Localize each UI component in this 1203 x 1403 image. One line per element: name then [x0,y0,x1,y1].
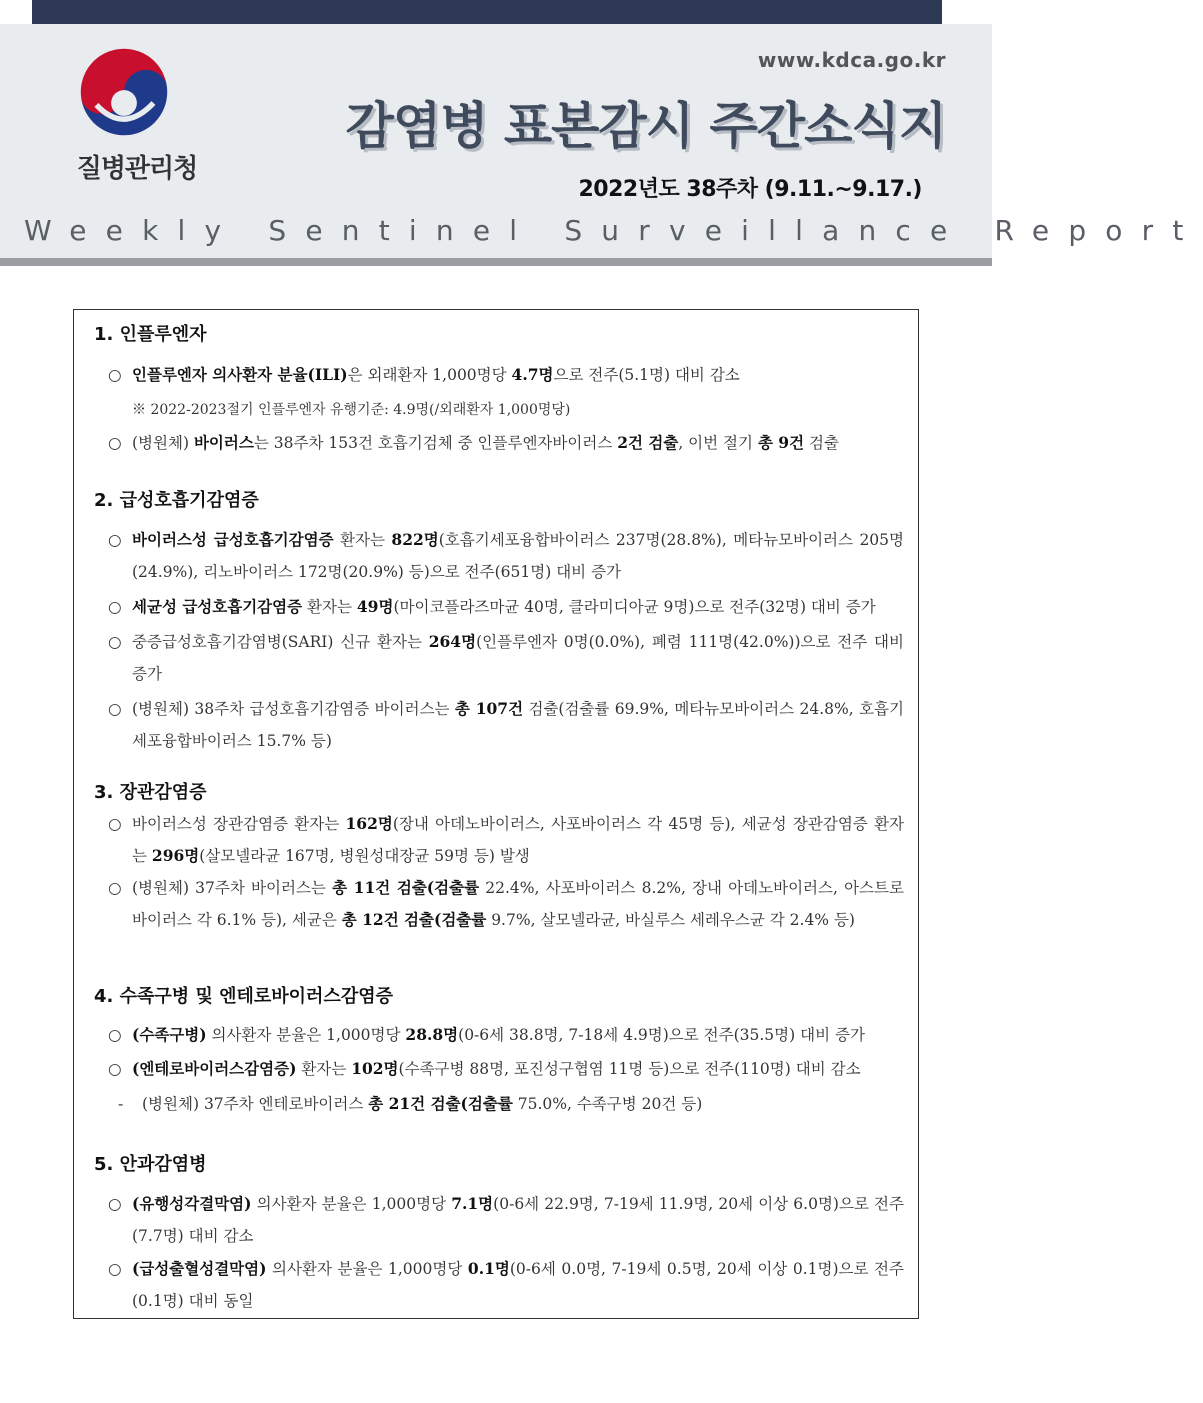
body-text: (살모넬라균 167명, 병원성대장균 59명 등) 발생 [199,847,530,865]
list-item: ○ 바이러스성 장관감염증 환자는 162명(장내 아데노바이러스, 사포바이러스 각 45명 등), 세균성 장관감염증 환자는 296명(살모넬라균 167명, 병원성대장균 59명 등) 발생 [108,814,904,865]
body-text: (인플루엔자 0명(0.0%), 폐렴 111명(42.0%))으로 전주 대비 증가 [132,633,904,683]
body-text: 의사환자 분율은 1,000명당 [251,1195,452,1213]
body-text: (수족구병 88명, 포진성구협염 11명 등)으로 전주(110명) 대비 감소 [398,1060,861,1078]
org-name: 질병관리청 [76,154,198,184]
list-item: - (병원체) 37주차 엔테로바이러스 총 21건 검출(검출률 75.0%, 수족구병 20건 등) [118,1094,703,1113]
body-text: 75.0%, 수족구병 20건 등) [512,1095,703,1113]
emphasis-text: 총 9건 [757,433,805,452]
body-text: (병원체) 37주차 바이러스는 [132,879,333,897]
body-text: 으로 전주(5.1명) 대비 감소 [553,366,740,384]
body-text: (호흡기세포융합바이러스 237명(28.8%), 메타뉴모바이러스 205명(24.9%), 리노바이러스 172명(20.9%) 등)으로 전주(651명) 대비 증가 [132,531,904,581]
emphasis-text: (급성출혈성결막염) [132,1259,267,1278]
body-text: 검출(검출률 69.9%, 메타뉴모바이러스 24.8%, 호흡기세포융합바이러스 15.7% 등) [132,700,904,750]
body-text: 은 외래환자 1,000명당 [347,366,512,384]
emphasis-text: 0.1명 [467,1259,510,1278]
note-item: ※ 2022-2023절기 인플루엔자 유행기준: 4.9명(/외래환자 1,000명당) [132,402,571,418]
emphasis-text: (유행성각결막염) [132,1194,252,1213]
body-text: (0-6세 38.8명, 7-18세 4.9명)으로 전주(35.5명) 대비 증가 [458,1026,865,1044]
list-item: ○ 바이러스성 급성호흡기감염증 환자는 822명(호흡기세포융합바이러스 237명(28.8%), 메타뉴모바이러스 205명(24.9%), 리노바이러스 172명(20.9%) 등)으로 전주(651명) 대비 증가 [108,530,904,581]
body-text: 중증급성호흡기감염병(SARI) 신규 환자는 [132,633,429,651]
body-text: 22.4%, 사포바이러스 8.2%, 장내 아데노바이러스, 아스트로바이러스 각 6.1% 등), 세균은 [132,879,904,929]
list-item: ○ (급성출혈성결막염) 의사환자 분율은 1,000명당 0.1명(0-6세 0.0명, 7-19세 0.5명, 20세 이상 0.1명)으로 전주(0.1명) 대비 동일 [108,1259,904,1310]
top-accent-bar [32,0,942,24]
emphasis-text: 바이러스 [193,433,254,452]
emphasis-text: 102명 [351,1059,399,1078]
emphasis-text: 264명 [428,632,477,651]
list-item: ○ 중증급성호흡기감염병(SARI) 신규 환자는 264명(인플루엔자 0명(0.0%), 폐렴 111명(42.0%))으로 전주 대비 증가 [108,632,904,683]
body-text: 검출 [804,434,839,452]
body-text: 2022-2023절기 인플루엔자 유행기준: 4.9명(/외래환자 1,000명당) [150,402,571,418]
emphasis-text: 4.7명 [511,365,554,384]
emphasis-text: 바이러스성 급성호흡기감염증 [132,530,334,549]
body-text: 환자는 [333,531,392,549]
emphasis-text: 총 21건 검출(검출률 [368,1094,513,1113]
body-text: 9.7%, 살모넬라균, 바실루스 세레우스균 각 2.4% 등) [486,911,855,929]
emphasis-text: (수족구병) [132,1025,207,1044]
site-url[interactable]: www.kdca.go.kr [757,48,946,72]
emphasis-text: 총 12건 검출(검출률 [341,910,487,929]
body-text: 환자는 [296,1060,352,1078]
emphasis-text: 162명 [345,814,393,833]
list-item: ○ (엔테로바이러스감염증) 환자는 102명(수족구병 88명, 포진성구협염 11명 등)으로 전주(110명) 대비 감소 [108,1059,861,1078]
emphasis-text: (엔테로바이러스감염증) [132,1059,297,1078]
emphasis-text: 7.1명 [451,1194,494,1213]
emphasis-text: 세균성 급성호흡기감염증 [132,597,303,616]
section-title: 5. 안과감염병 [94,1154,207,1175]
header-divider [0,258,992,266]
list-item: ○ (병원체) 38주차 급성호흡기감염증 바이러스는 총 107건 검출(검출률 69.9%, 메타뉴모바이러스 24.8%, 호흡기세포융합바이러스 15.7% 등) [108,699,904,750]
list-item: ○ (수족구병) 의사환자 분율은 1,000명당 28.8명(0-6세 38.8명, 7-18세 4.9명)으로 전주(35.5명) 대비 증가 [108,1025,865,1044]
report-title: 감염병 표본감시 주간소식지 [345,97,946,155]
body-text: , 이번 절기 [678,434,758,452]
body-text: (병원체) 38주차 급성호흡기감염증 바이러스는 [132,700,455,718]
emphasis-text: 2건 검출 [617,433,679,452]
body-text: 는 38주차 153건 호흡기검체 중 인플루엔자바이러스 [253,434,618,452]
emphasis-text: 인플루엔자 의사환자 분율(ILI) [132,365,348,384]
emphasis-text: 822명 [391,530,439,549]
body-text: (마이코플라즈마균 40명, 클라미디아균 9명)으로 전주(32명) 대비 증가 [393,598,876,616]
body-text: 의사환자 분율은 1,000명당 [206,1026,406,1044]
list-item: ○ (병원체) 바이러스는 38주차 153건 호흡기검체 중 인플루엔자바이러스 2건 검출, 이번 절기 총 9건 검출 [108,433,839,452]
body-text: 바이러스성 장관감염증 환자는 [132,815,346,833]
report-body [73,309,919,1319]
body-text: 의사환자 분율은 1,000명당 [266,1260,468,1278]
list-item: ○ 인플루엔자 의사환자 분율(ILI)은 외래환자 1,000명당 4.7명으로 전주(5.1명) 대비 감소 [108,365,740,384]
body-text: (0-6세 22.9명, 7-19세 11.9명, 20세 이상 6.0명)으로 전주(7.7명) 대비 감소 [132,1195,905,1245]
list-item: ○ 세균성 급성호흡기감염증 환자는 49명(마이코플라즈마균 40명, 클라미디아균 9명)으로 전주(32명) 대비 증가 [108,597,876,616]
list-item: ○ (병원체) 37주차 바이러스는 총 11건 검출(검출률 22.4%, 사포바이러스 8.2%, 장내 아데노바이러스, 아스트로바이러스 각 6.1% 등), 세균은 총 12건 검출(검출률 9.7%, 살모넬라균, 바실루스 세레우스균 각 2.4% 등) [108,878,904,929]
section-title: 1. 인플루엔자 [94,324,207,345]
body-text: (병원체) 37주차 엔테로바이러스 [142,1095,369,1113]
emphasis-text: 28.8명 [405,1025,459,1044]
section-title: 4. 수족구병 및 엔테로바이러스감염증 [94,986,393,1007]
body-text: (병원체) [132,434,194,452]
emphasis-text: 49명 [356,597,394,616]
emphasis-text: 총 107건 [454,699,524,718]
list-item: ○ (유행성각결막염) 의사환자 분율은 1,000명당 7.1명(0-6세 22.9명, 7-19세 11.9명, 20세 이상 6.0명)으로 전주(7.7명) 대비 감소 [108,1194,905,1245]
body-text: 환자는 [302,598,357,616]
report-english-title: Weekly Sentinel Surveillance Report [24,214,1203,247]
body-text: (0-6세 0.0명, 7-19세 0.5명, 20세 이상 0.1명)으로 전주(0.1명) 대비 동일 [132,1260,904,1310]
report-week: 2022년도 38주차 (9.11.~9.17.) [578,177,922,202]
emphasis-text: 총 11건 검출(검출률 [332,878,480,897]
kdca-taegeuk-logo-icon [78,46,170,138]
section-title: 2. 급성호흡기감염증 [94,490,259,511]
section-title: 3. 장관감염증 [94,782,207,803]
emphasis-text: 296명 [151,846,200,865]
body-text: (장내 아데노바이러스, 사포바이러스 각 45명 등), 세균성 장관감염증 환자는 [132,815,904,865]
